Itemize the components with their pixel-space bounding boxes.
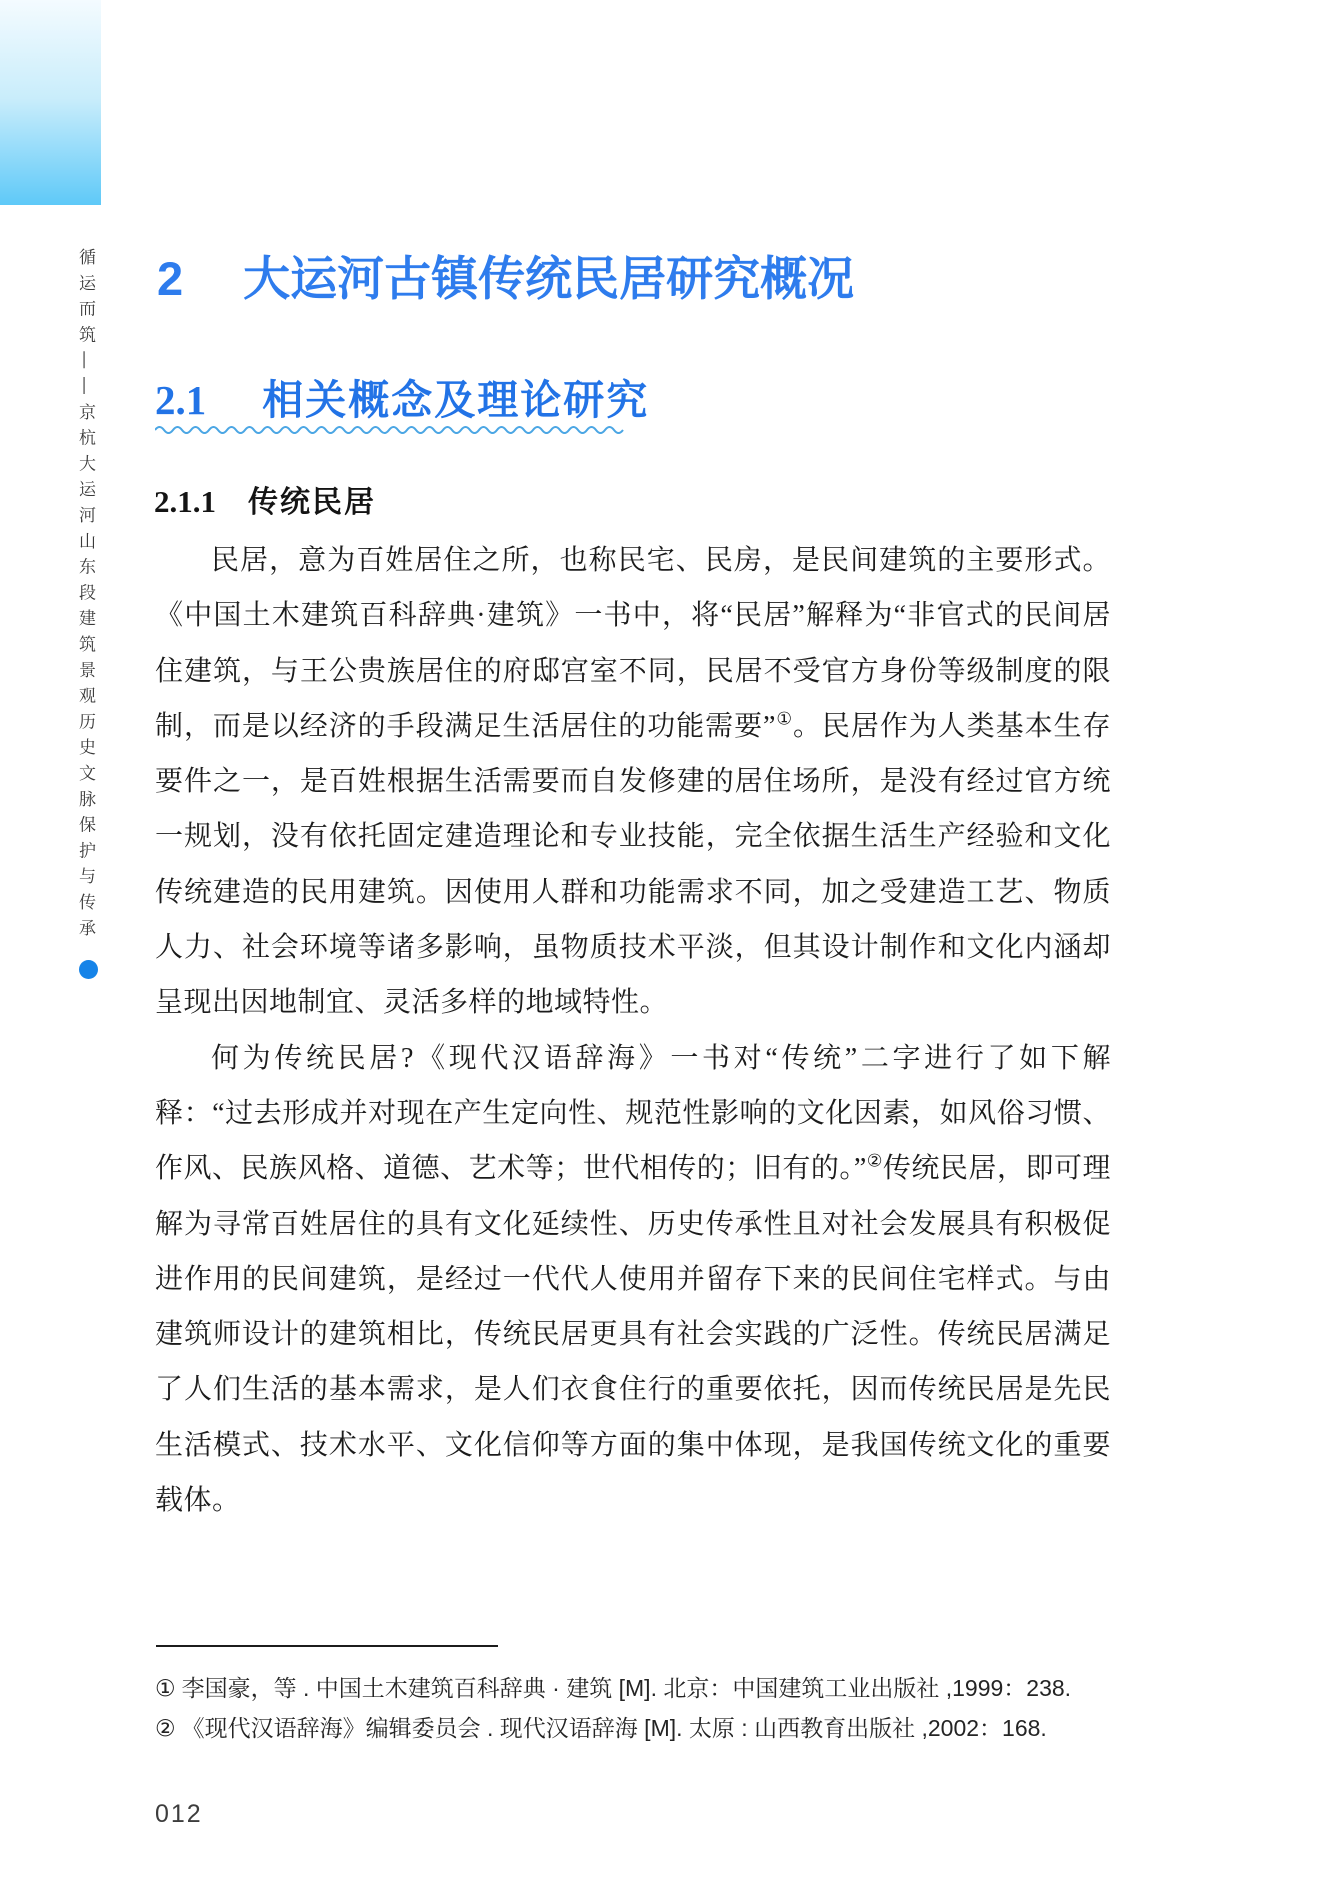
footnote-reference: ② <box>866 1151 883 1171</box>
corner-gradient-decoration <box>0 0 101 205</box>
paragraph: 何为传统民居?《现代汉语辞海》一书对“传统”二字进行了如下解释：“过去形成并对现在产生定向性、规范性影响的文化因素，如风俗习惯、作风、民族风格、道德、艺术等；世代相传的；旧有的。”②传统民居，即可理解为寻常百姓居住的具有文化延续性、历史传承性且对社会发展具有积极促进作用的民间建筑，是经过一代代人使用并留存下来的民间住宅样式。与由建筑师设计的建筑相比，传统民居更具有社会实践的广泛性。传统民居满足了人们生活的基本需求，是人们衣食住行的重要依托，因而传统民居是先民生活模式、技术水平、文化信仰等方面的集中体现，是我国传统文化的重要载体。 <box>155 1042 1111 1517</box>
footnote-2 <box>155 1708 1175 1748</box>
footnote-reference: ① <box>775 709 793 729</box>
body-paragraphs <box>155 533 1111 1528</box>
subsection-heading <box>154 486 376 518</box>
chapter-title: 大运河古镇传统民居研究概况 <box>243 252 855 305</box>
section-heading <box>155 377 650 423</box>
subsection-number: 2.1.1 <box>154 484 216 519</box>
section-number: 2.1 <box>155 377 207 423</box>
chapter-number: 2 <box>157 252 184 305</box>
subsection-title: 传统民居 <box>248 486 376 519</box>
chapter-heading <box>157 252 855 305</box>
wavy-underline-decoration <box>155 422 625 436</box>
footnote-1-marker: ① <box>155 1675 176 1701</box>
footnote-1-text: 李国豪，等 . 中国土木建筑百科辞典 · 建筑 [M]. 北京：中国建筑工业出版社 ,1999：238. <box>181 1675 1072 1701</box>
book-title-vertical: 循运而筑——京杭大运河山东段建筑景观历史文脉保护与传承 <box>76 248 95 945</box>
blue-dot-decoration <box>79 960 98 979</box>
footnote-separator <box>156 1645 498 1647</box>
footnote-1 <box>155 1668 1175 1708</box>
page-number: 012 <box>155 1800 203 1828</box>
wave-path <box>155 427 623 433</box>
footnotes <box>155 1668 1175 1748</box>
footnote-2-text: 《现代汉语辞海》编辑委员会 . 现代汉语辞海 [M]. 太原 : 山西教育出版社 ,2002：168. <box>181 1715 1047 1741</box>
section-title: 相关概念及理论研究 <box>262 377 650 423</box>
footnote-2-marker: ② <box>155 1715 176 1741</box>
paragraph: 民居，意为百姓居住之所，也称民宅、民房，是民间建筑的主要形式。《中国土木建筑百科辞典·建筑》一书中，将“民居”解释为“非官式的民间居住建筑，与王公贵族居住的府邸宫室不同，民居不受官方身份等级制度的限制，而是以经济的手段满足生活居住的功能需要”①。民居作为人类基本生存要件之一，是百姓根据生活需要而自发修建的居住场所，是没有经过官方统一规划，没有依托固定建造理论和专业技能，完全依据生活生产经验和文化传统建造的民用建筑。因使用人群和功能需求不同，加之受建造工艺、物质人力、社会环境等诸多影响，虽物质技术平淡，但其设计制作和文化内涵却呈现出因地制宜、灵活多样的地域特性。 <box>155 545 1111 1019</box>
